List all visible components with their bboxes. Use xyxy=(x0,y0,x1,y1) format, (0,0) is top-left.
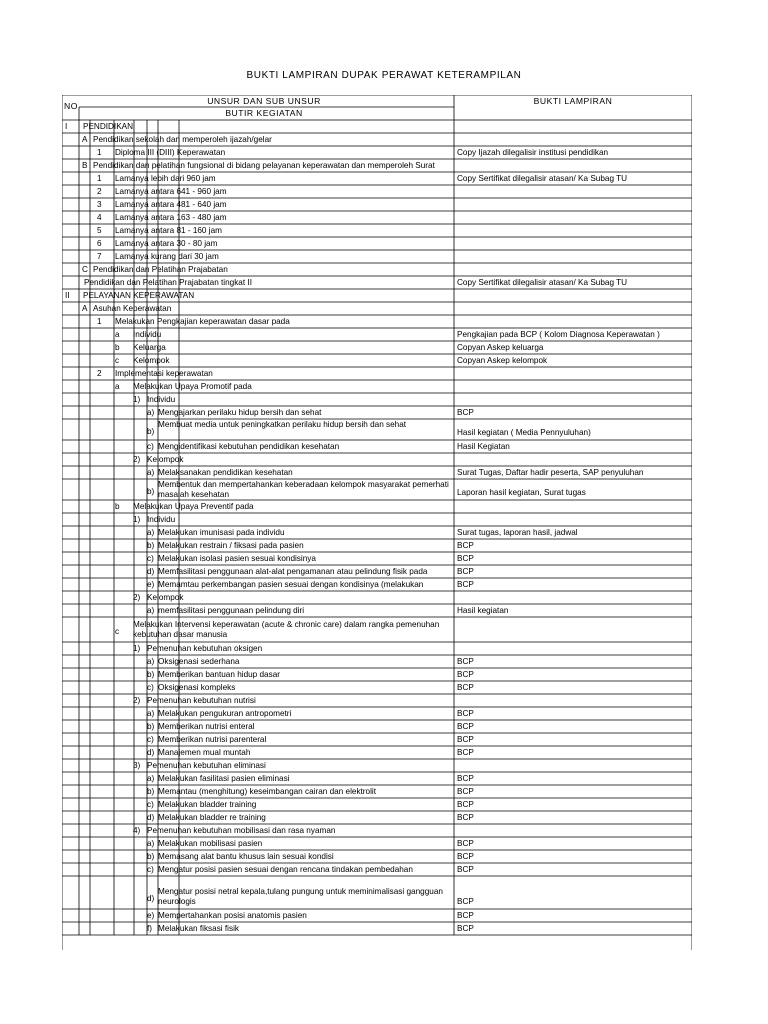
row-bukti: BCP xyxy=(457,851,474,861)
row-bukti: BCP xyxy=(457,786,474,796)
row-item: Oksigenasi sederhana xyxy=(158,656,240,666)
row-number: d) xyxy=(147,566,155,576)
row-bukti: Copyan Askep keluarga xyxy=(457,342,544,352)
row-bukti: BCP xyxy=(457,566,474,576)
row-item: Melakukan bladder training xyxy=(158,799,257,809)
row-number: a) xyxy=(147,407,155,417)
row-bukti: BCP xyxy=(457,721,474,731)
row-number: 7 xyxy=(97,251,102,261)
document-title: BUKTI LAMPIRAN DUPAK PERAWAT KETERAMPILAN xyxy=(246,70,522,81)
row-number: b) xyxy=(147,721,155,731)
row-item: Memberikan nutrisi enteral xyxy=(158,721,255,731)
row-item: Lamanya antara 163 - 480 jam xyxy=(115,212,227,222)
header-no: NO xyxy=(64,101,78,111)
row-item: Individu xyxy=(133,329,162,339)
row-item: Mempertahankan posisi anatomis pasien xyxy=(158,910,307,920)
row-number: f) xyxy=(147,923,153,933)
row-number: 1) xyxy=(133,394,141,404)
row-number: a) xyxy=(147,605,155,615)
row-item: Pemenuhan kebutuhan nutrisi xyxy=(147,695,256,705)
row-bukti: BCP xyxy=(457,407,474,417)
row-number: b xyxy=(115,501,120,511)
row-number: a xyxy=(115,329,120,339)
row-bukti: Copy Sertifikat dilegalisir atasan/ Ka Subag TU xyxy=(457,173,628,183)
row-number: B xyxy=(82,160,88,170)
evidence-table xyxy=(62,95,692,950)
row-item: Melakukan restrain / fiksasi pada pasien xyxy=(158,540,304,550)
row-number: C xyxy=(82,264,88,274)
row-item: Individu xyxy=(147,514,176,524)
row-item: Lamanya kurang dari 30 jam xyxy=(115,251,219,261)
row-number: b) xyxy=(147,851,155,861)
row-number: a) xyxy=(147,838,155,848)
row-bukti: BCP xyxy=(457,669,474,679)
row-bukti: Surat tugas, laporan hasil, jadwal xyxy=(457,527,578,537)
row-item: Memberikan nutrisi parenteral xyxy=(158,734,267,744)
row-item: Pemenuhan kebutuhan eliminasi xyxy=(147,760,266,770)
row-number: a) xyxy=(147,708,155,718)
row-bukti: BCP xyxy=(457,682,474,692)
row-number: d) xyxy=(147,812,155,822)
row-item: Oksigenasi kompleks xyxy=(158,682,236,692)
row-bukti: BCP xyxy=(457,747,474,757)
row-bukti: Copyan Askep kelompok xyxy=(457,355,548,365)
row-item: Pendidikan dan Pelatihan Prajabatan xyxy=(93,264,228,274)
row-bukti: BCP xyxy=(457,812,474,822)
row-number: c) xyxy=(147,682,154,692)
row-number: 4 xyxy=(97,212,102,222)
row-item: Pendidikan dan Pelatihan Prajabatan tingkat II xyxy=(84,277,252,287)
row-number: d) xyxy=(147,747,155,757)
row-number: c xyxy=(115,626,120,636)
row-item: Pendidikan dan pelatihan fungsional di bidang pelayanan keperawatan dan memperoleh Surat xyxy=(93,160,435,170)
row-number: b) xyxy=(147,426,155,436)
row-bukti: Surat Tugas, Daftar hadir peserta, SAP penyuluhan xyxy=(457,467,644,477)
row-number: 2) xyxy=(133,454,141,464)
row-number: c) xyxy=(147,864,154,874)
row-number: b) xyxy=(147,669,155,679)
header-unsur: UNSUR DAN SUB UNSUR xyxy=(207,96,321,106)
row-number: II xyxy=(65,290,70,300)
row-item: Mengatur posisi pasien sesuai dengan rencana tindakan pembedahan xyxy=(158,864,413,874)
row-item: Keluarga xyxy=(133,342,166,352)
row-item: Diploma III (DIII) Keperawatan xyxy=(115,147,226,157)
row-item: Pemenuhan kebutuhan mobilisasi dan rasa nyaman xyxy=(147,825,336,835)
row-number: 3 xyxy=(97,199,102,209)
row-item: Pendidikan sekolah dan memperoleh ijazah/gelar xyxy=(93,134,272,144)
row-item: Membentuk dan mempertahankan keberadaan kelompok masyarakat pemerhati masalah kesehatan xyxy=(158,479,449,499)
row-number: a) xyxy=(147,656,155,666)
row-bukti: BCP xyxy=(457,734,474,744)
row-bukti: Laporan hasil kegiatan, Surat tugas xyxy=(457,488,586,497)
row-item: PENDIDIKAN xyxy=(83,121,134,131)
row-bukti: Pengkajian pada BCP ( Kolom Diagnosa Keperawatan ) xyxy=(457,329,660,339)
row-item: Kelompok xyxy=(133,355,170,365)
row-bukti: BCP xyxy=(457,708,474,718)
row-bukti: BCP xyxy=(457,579,474,589)
row-number: 3) xyxy=(133,760,141,770)
row-number: a) xyxy=(147,773,155,783)
row-bukti: Hasil Kegiatan xyxy=(457,441,510,451)
row-number: A xyxy=(82,134,88,144)
row-item: Memberikan bantuan hidup dasar xyxy=(158,669,280,679)
row-number: 1 xyxy=(97,316,102,326)
row-bukti: BCP xyxy=(457,799,474,809)
row-item: Membuat media untuk peningkatkan perilaku hidup bersih dan sehat xyxy=(158,419,407,429)
row-number: 5 xyxy=(97,225,102,235)
row-number: A xyxy=(82,303,88,313)
row-item: Memfasilitasi penggunaan alat-alat pengamanan atau pelindung fisik pada xyxy=(158,566,428,576)
row-item: Lamanya antara 481 - 640 jam xyxy=(115,199,227,209)
row-bukti: BCP xyxy=(457,923,474,933)
row-item: Melakukan Pengkajian keperawatan dasar pada xyxy=(115,316,290,326)
row-item: Lamanya antara 641 - 960 jam xyxy=(115,186,227,196)
row-number: b xyxy=(115,342,120,352)
row-item: Memamtau perkembangan pasien sesuai dengan kondisinya (melakukan xyxy=(158,579,424,589)
row-number: a) xyxy=(147,467,155,477)
row-number: 1 xyxy=(97,147,102,157)
row-item: Melakukan isolasi pasien sesuai kondisinya xyxy=(158,553,316,563)
row-number: c) xyxy=(147,799,154,809)
row-item: Melakukan imunisasi pada individu xyxy=(158,527,285,537)
row-bukti: BCP xyxy=(457,897,474,906)
row-bukti: Hasil kegiatan ( Media Pennyuluhan) xyxy=(457,428,591,437)
row-number: d) xyxy=(147,893,155,903)
row-number: a xyxy=(115,381,120,391)
row-item: Melakukan Intervensi keperawatan (acute & chronic care) dalam rangka pemenuhan kebutuhan dasar manusia xyxy=(133,619,440,639)
row-number: c) xyxy=(147,441,154,451)
row-bukti: Copy Sertifikat dilegalisir atasan/ Ka Subag TU xyxy=(457,277,628,287)
row-item: Mengidentifikasi kebutuhan pendidikan kesehatan xyxy=(158,441,340,451)
row-number: c) xyxy=(147,734,154,744)
row-number: e) xyxy=(147,910,155,920)
row-number: 2 xyxy=(97,186,102,196)
row-item: Mengatur posisi netral kepala,tulang pungung untuk meminimalisasi gangguan neurologis xyxy=(158,886,443,906)
row-number: b) xyxy=(147,486,155,496)
row-number: 6 xyxy=(97,238,102,248)
row-item: Melakukan mobilisasi pasien xyxy=(158,838,263,848)
row-item: Individu xyxy=(147,394,176,404)
row-item: Kelompok xyxy=(147,454,184,464)
row-item: memfasilitasi penggunaan pelindung diri xyxy=(158,605,305,615)
row-item: Memantau (menghitung) keseimbangan cairan dan elektrolit xyxy=(158,786,377,796)
row-number: c) xyxy=(147,553,154,563)
row-number: 2 xyxy=(97,368,102,378)
row-item: Lamanya antara 30 - 80 jam xyxy=(115,238,218,248)
row-item: Memasang alat bantu khusus lain sesuai kondisi xyxy=(158,851,334,861)
row-bukti: Hasil kegiatan xyxy=(457,605,509,615)
header-butir: BUTIR KEGIATAN xyxy=(225,108,303,118)
row-item: Mengajarkan perilaku hidup bersih dan sehat xyxy=(158,407,322,417)
row-number: b) xyxy=(147,786,155,796)
row-bukti: BCP xyxy=(457,540,474,550)
row-item: Melakukan fiksasi fisik xyxy=(158,923,239,933)
row-item: Kelompok xyxy=(147,592,184,602)
row-bukti: BCP xyxy=(457,838,474,848)
row-number: I xyxy=(65,121,68,131)
row-item: Pemenuhan kebutuhan oksigen xyxy=(147,643,263,653)
row-bukti: BCP xyxy=(457,773,474,783)
row-bukti: BCP xyxy=(457,553,474,563)
row-item: Melakukan Upaya Preventif pada xyxy=(133,501,254,511)
row-item: Melakukan Upaya Promotif pada xyxy=(133,381,252,391)
row-bukti: BCP xyxy=(457,910,474,920)
row-bukti: BCP xyxy=(457,864,474,874)
row-item: Lamanya antara 81 - 160 jam xyxy=(115,225,222,235)
row-number: 4) xyxy=(133,825,141,835)
row-item: PELAYANAN KEPERAWATAN xyxy=(83,290,195,300)
header-bukti: BUKTI LAMPIRAN xyxy=(533,96,613,106)
row-number: 1 xyxy=(97,173,102,183)
row-number: a) xyxy=(147,527,155,537)
row-item: Asuhan Keperawatan xyxy=(93,303,172,313)
row-number: e) xyxy=(147,579,155,589)
row-item: Implementasi keperawatan xyxy=(115,368,213,378)
row-item: Melaksanakan pendidikan kesehatan xyxy=(158,467,293,477)
row-item: Manajemen mual muntah xyxy=(158,747,251,757)
row-item: Lamanya lebih dari 960 jam xyxy=(115,173,216,183)
row-bukti: BCP xyxy=(457,656,474,666)
row-item: Melakukan bladder re training xyxy=(158,812,266,822)
row-number: 2) xyxy=(133,695,141,705)
row-number: 1) xyxy=(133,643,141,653)
row-number: b) xyxy=(147,540,155,550)
row-number: 1) xyxy=(133,514,141,524)
row-number: 2) xyxy=(133,592,141,602)
row-item: Melakukan fasilitasi pasien eliminasi xyxy=(158,773,290,783)
row-number: c xyxy=(115,355,120,365)
row-bukti: Copy Ijazah dilegalisir institusi pendidikan xyxy=(457,147,609,157)
row-item: Melakukan pengukuran antropometri xyxy=(158,708,292,718)
